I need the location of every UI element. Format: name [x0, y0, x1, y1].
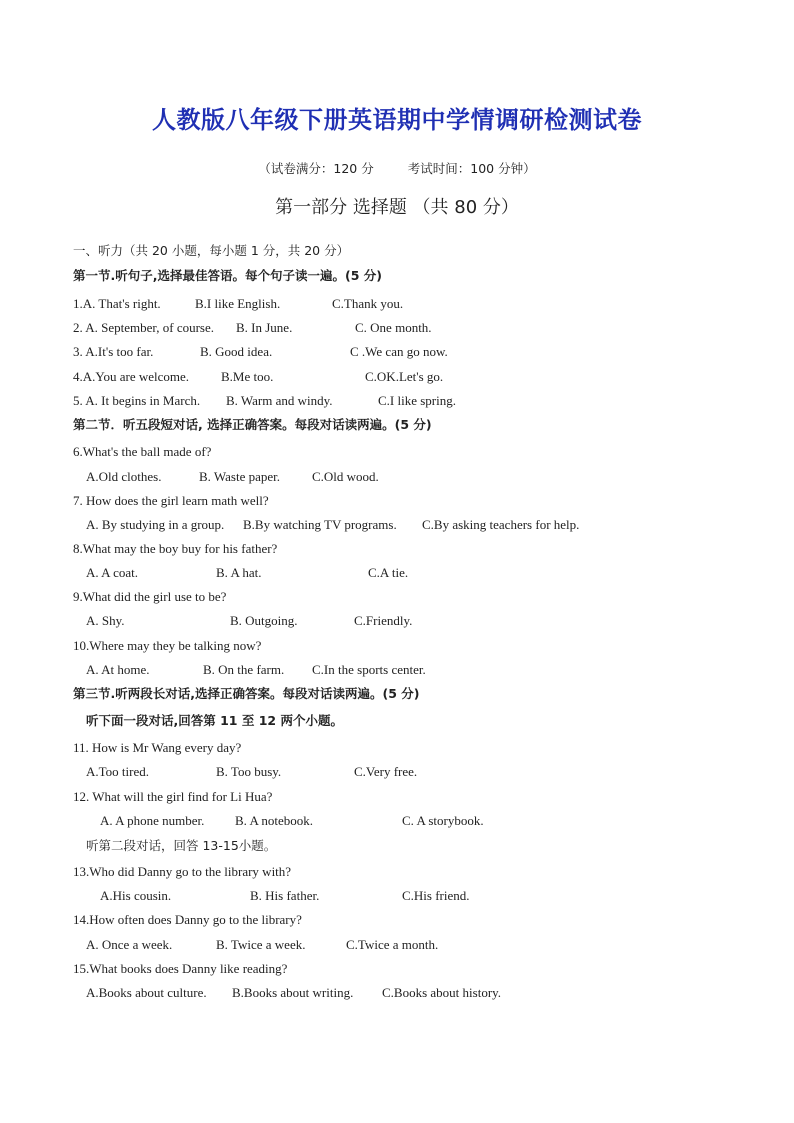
option-b: B. In June. — [236, 320, 293, 335]
option-b: B.Me too. — [221, 369, 274, 384]
section-3-intro-2: 听第二段对话，回答 13-15小题。 — [86, 838, 277, 853]
time-info: 考试时间：100 分钟） — [407, 161, 536, 176]
question-11-stem: 11. How is Mr Wang every day? — [73, 740, 242, 755]
question-7-stem: 7. How does the girl learn math well? — [73, 493, 269, 508]
listening-heading: 一、听力（共 20 小题，每小题 1 分，共 20 分） — [73, 243, 350, 258]
option-a: 4.A.You are welcome. — [73, 369, 190, 384]
option-c: C.Friendly. — [354, 613, 413, 628]
option-a: A.Books about culture. — [86, 985, 207, 1000]
option-c: C.Thank you. — [332, 296, 404, 311]
option-b: B. Too busy. — [216, 764, 282, 779]
page-title: 人教版八年级下册英语期中学情调研检测试卷 — [152, 106, 642, 134]
option-c: C.Books about history. — [382, 985, 502, 1000]
option-c: C .We can go now. — [350, 344, 448, 359]
option-c: C.Twice a month. — [346, 937, 439, 952]
option-a: 5. A. It begins in March. — [73, 393, 201, 408]
question-12-stem: 12. What will the girl find for Li Hua? — [73, 789, 273, 804]
option-b: B. Good idea. — [200, 344, 273, 359]
option-a: 2. A. September, of course. — [73, 320, 215, 335]
option-b: B. On the farm. — [203, 662, 285, 677]
option-b: B. Waste paper. — [199, 469, 281, 484]
section-1-heading: 第一节.听句子,选择最佳答语。每个句子读一遍。(5 分) — [73, 268, 382, 283]
option-b: B. Warm and windy. — [226, 393, 333, 408]
option-c: C.By asking teachers for help. — [422, 517, 580, 532]
option-a: 3. A.It's too far. — [73, 344, 154, 359]
option-c: C.In the sports center. — [312, 662, 426, 677]
option-a: A.Old clothes. — [86, 469, 162, 484]
question-13-stem: 13.Who did Danny go to the library with? — [73, 864, 292, 879]
option-c: C.A tie. — [368, 565, 409, 580]
section-3-heading: 第三节.听两段长对话,选择正确答案。每段对话读两遍。(5 分) — [73, 686, 420, 701]
option-a: A.Too tired. — [86, 764, 149, 779]
option-a: A. Once a week. — [86, 937, 173, 952]
question-14-stem: 14.How often does Danny go to the library? — [73, 912, 302, 927]
option-a: 1.A. That's right. — [73, 296, 161, 311]
option-c: C.I like spring. — [378, 393, 456, 408]
option-b: B. Outgoing. — [230, 613, 298, 628]
option-b: B.By watching TV programs. — [243, 517, 397, 532]
option-a: A. Shy. — [86, 613, 125, 628]
question-6-stem: 6.What's the ball made of? — [73, 444, 212, 459]
option-b: B.I like English. — [195, 296, 281, 311]
option-a: A. A phone number. — [100, 813, 205, 828]
option-a: A. At home. — [86, 662, 150, 677]
section-2-heading: 第二节．听五段短对话, 选择正确答案。每段对话读两遍。(5 分) — [73, 417, 432, 432]
option-a: A. A coat. — [86, 565, 138, 580]
option-b: B. A notebook. — [235, 813, 314, 828]
option-a: A.His cousin. — [100, 888, 172, 903]
question-8-stem: 8.What may the boy buy for his father? — [73, 541, 278, 556]
option-c: C.Very free. — [354, 764, 418, 779]
question-15-stem: 15.What books does Danny like reading? — [73, 961, 288, 976]
option-b: B.Books about writing. — [232, 985, 354, 1000]
exam-info — [0, 159, 794, 177]
option-c: C.Old wood. — [312, 469, 379, 484]
option-a: A. By studying in a group. — [86, 517, 225, 532]
question-9-stem: 9.What did the girl use to be? — [73, 589, 227, 604]
option-b: B. A hat. — [216, 565, 262, 580]
option-b: B. His father. — [250, 888, 320, 903]
score-info: （试卷满分：120 分 — [258, 161, 374, 176]
option-c: C.His friend. — [402, 888, 470, 903]
option-c: C. A storybook. — [402, 813, 484, 828]
question-10-stem: 10.Where may they be talking now? — [73, 638, 262, 653]
option-b: B. Twice a week. — [216, 937, 306, 952]
section-3-intro-1: 听下面一段对话,回答第 11 至 12 两个小题。 — [86, 713, 343, 728]
part-title: 第一部分 选择题 （共 80 分） — [275, 197, 519, 218]
option-c: C.OK.Let's go. — [365, 369, 444, 384]
option-c: C. One month. — [355, 320, 432, 335]
